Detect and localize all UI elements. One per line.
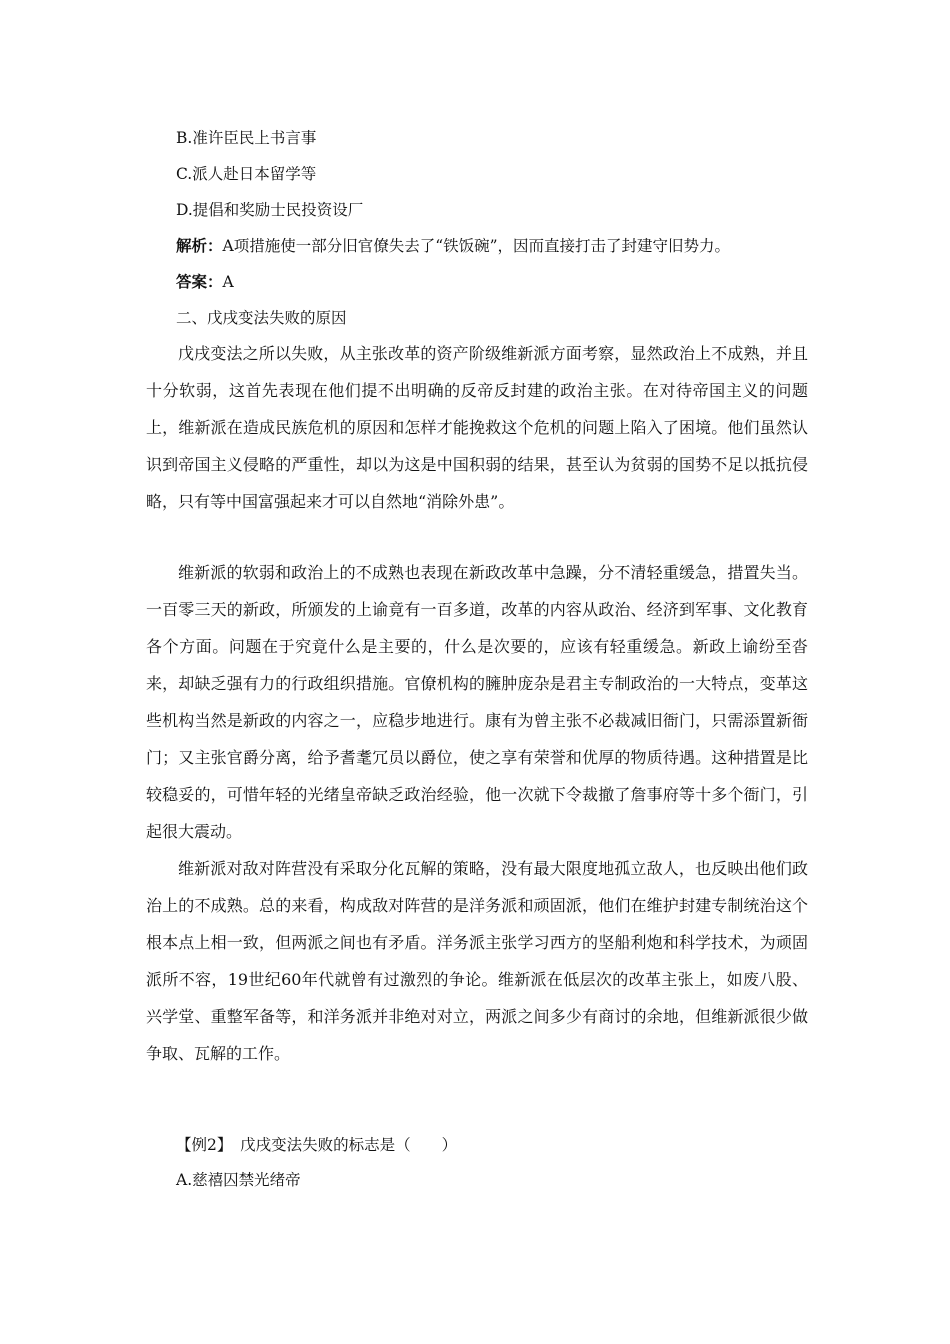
- answer-line: [176, 272, 234, 292]
- option-c: C.派人赴日本留学等: [176, 165, 317, 183]
- analysis-label: 解析：: [176, 236, 223, 255]
- example-option-a: A.慈禧囚禁光绪帝: [176, 1171, 301, 1189]
- analysis-line: [176, 236, 730, 256]
- option-d: D.提倡和奖励士民投资设厂: [176, 201, 364, 219]
- example-question: 戊戌变法失败的标志是（ ）: [240, 1136, 458, 1154]
- example-label: 【例2】: [176, 1136, 233, 1154]
- paragraph-2: 维新派的软弱和政治上的不成熟也表现在新政改革中急躁，分不清轻重缓急，措置失当。一百零三天的新政，所颁发的上谕竟有一百多道，改革的内容从政治、经济到军事、文化教育各个方面。问题在于究竟什么是主要的，什么是次要的，应该有轻重缓急。新政上谕纷至沓来，却缺乏强有力的行政组织措施。官僚机构的臃肿庞杂是君主专制政治的一大特点，变革这些机构当然是新政的内容之一，应稳步地进行。康有为曾主张不必裁减旧衙门，只需添置新衙门；又主张官爵分离，给予耆耄冗员以爵位，使之享有荣誉和优厚的物质待遇。这种措置是比较稳妥的，可惜年轻的光绪皇帝缺乏政治经验，他一次就下令裁撤了詹事府等十多个衙门，引起很大震动。: [146, 563, 808, 841]
- answer-label: 答案：: [176, 272, 223, 291]
- option-b: B.准许臣民上书言事: [176, 129, 317, 147]
- paragraph-1: 戊戌变法之所以失败，从主张改革的资产阶级维新派方面考察，显然政治上不成熟，并且十分软弱，这首先表现在他们提不出明确的反帝反封建的政治主张。在对待帝国主义的问题上，维新派在造成民族危机的原因和怎样才能挽救这个危机的问题上陷入了困境。他们虽然认识到帝国主义侵略的严重性，却以为这是中国积弱的结果，甚至认为贫弱的国势不足以抵抗侵略，只有等中国富强起来才可以自然地“消除外患”。: [146, 344, 808, 511]
- analysis-text: A项措施使一部分旧官僚失去了“铁饭碗”，因而直接打击了封建守旧势力。: [222, 237, 731, 255]
- answer-value: A: [222, 273, 234, 291]
- paragraph-3: 维新派对敌对阵营没有采取分化瓦解的策略，没有最大限度地孤立敌人，也反映出他们政治上的不成熟。总的来看，构成敌对阵营的是洋务派和顽固派，他们在维护封建专制统治这个根本点上相一致，但两派之间也有矛盾。洋务派主张学习西方的坚船利炮和科学技术，为顽固派所不容，19世纪60年代就曾有过激烈的争论。维新派在低层次的改革主张上，如废八股、兴学堂、重整军备等，和洋务派并非绝对对立，两派之间多少有商讨的余地，但维新派很少做争取、瓦解的工作。: [146, 859, 808, 1063]
- section-heading: 二、戊戌变法失败的原因: [176, 309, 347, 327]
- example-question-line: [176, 1135, 457, 1155]
